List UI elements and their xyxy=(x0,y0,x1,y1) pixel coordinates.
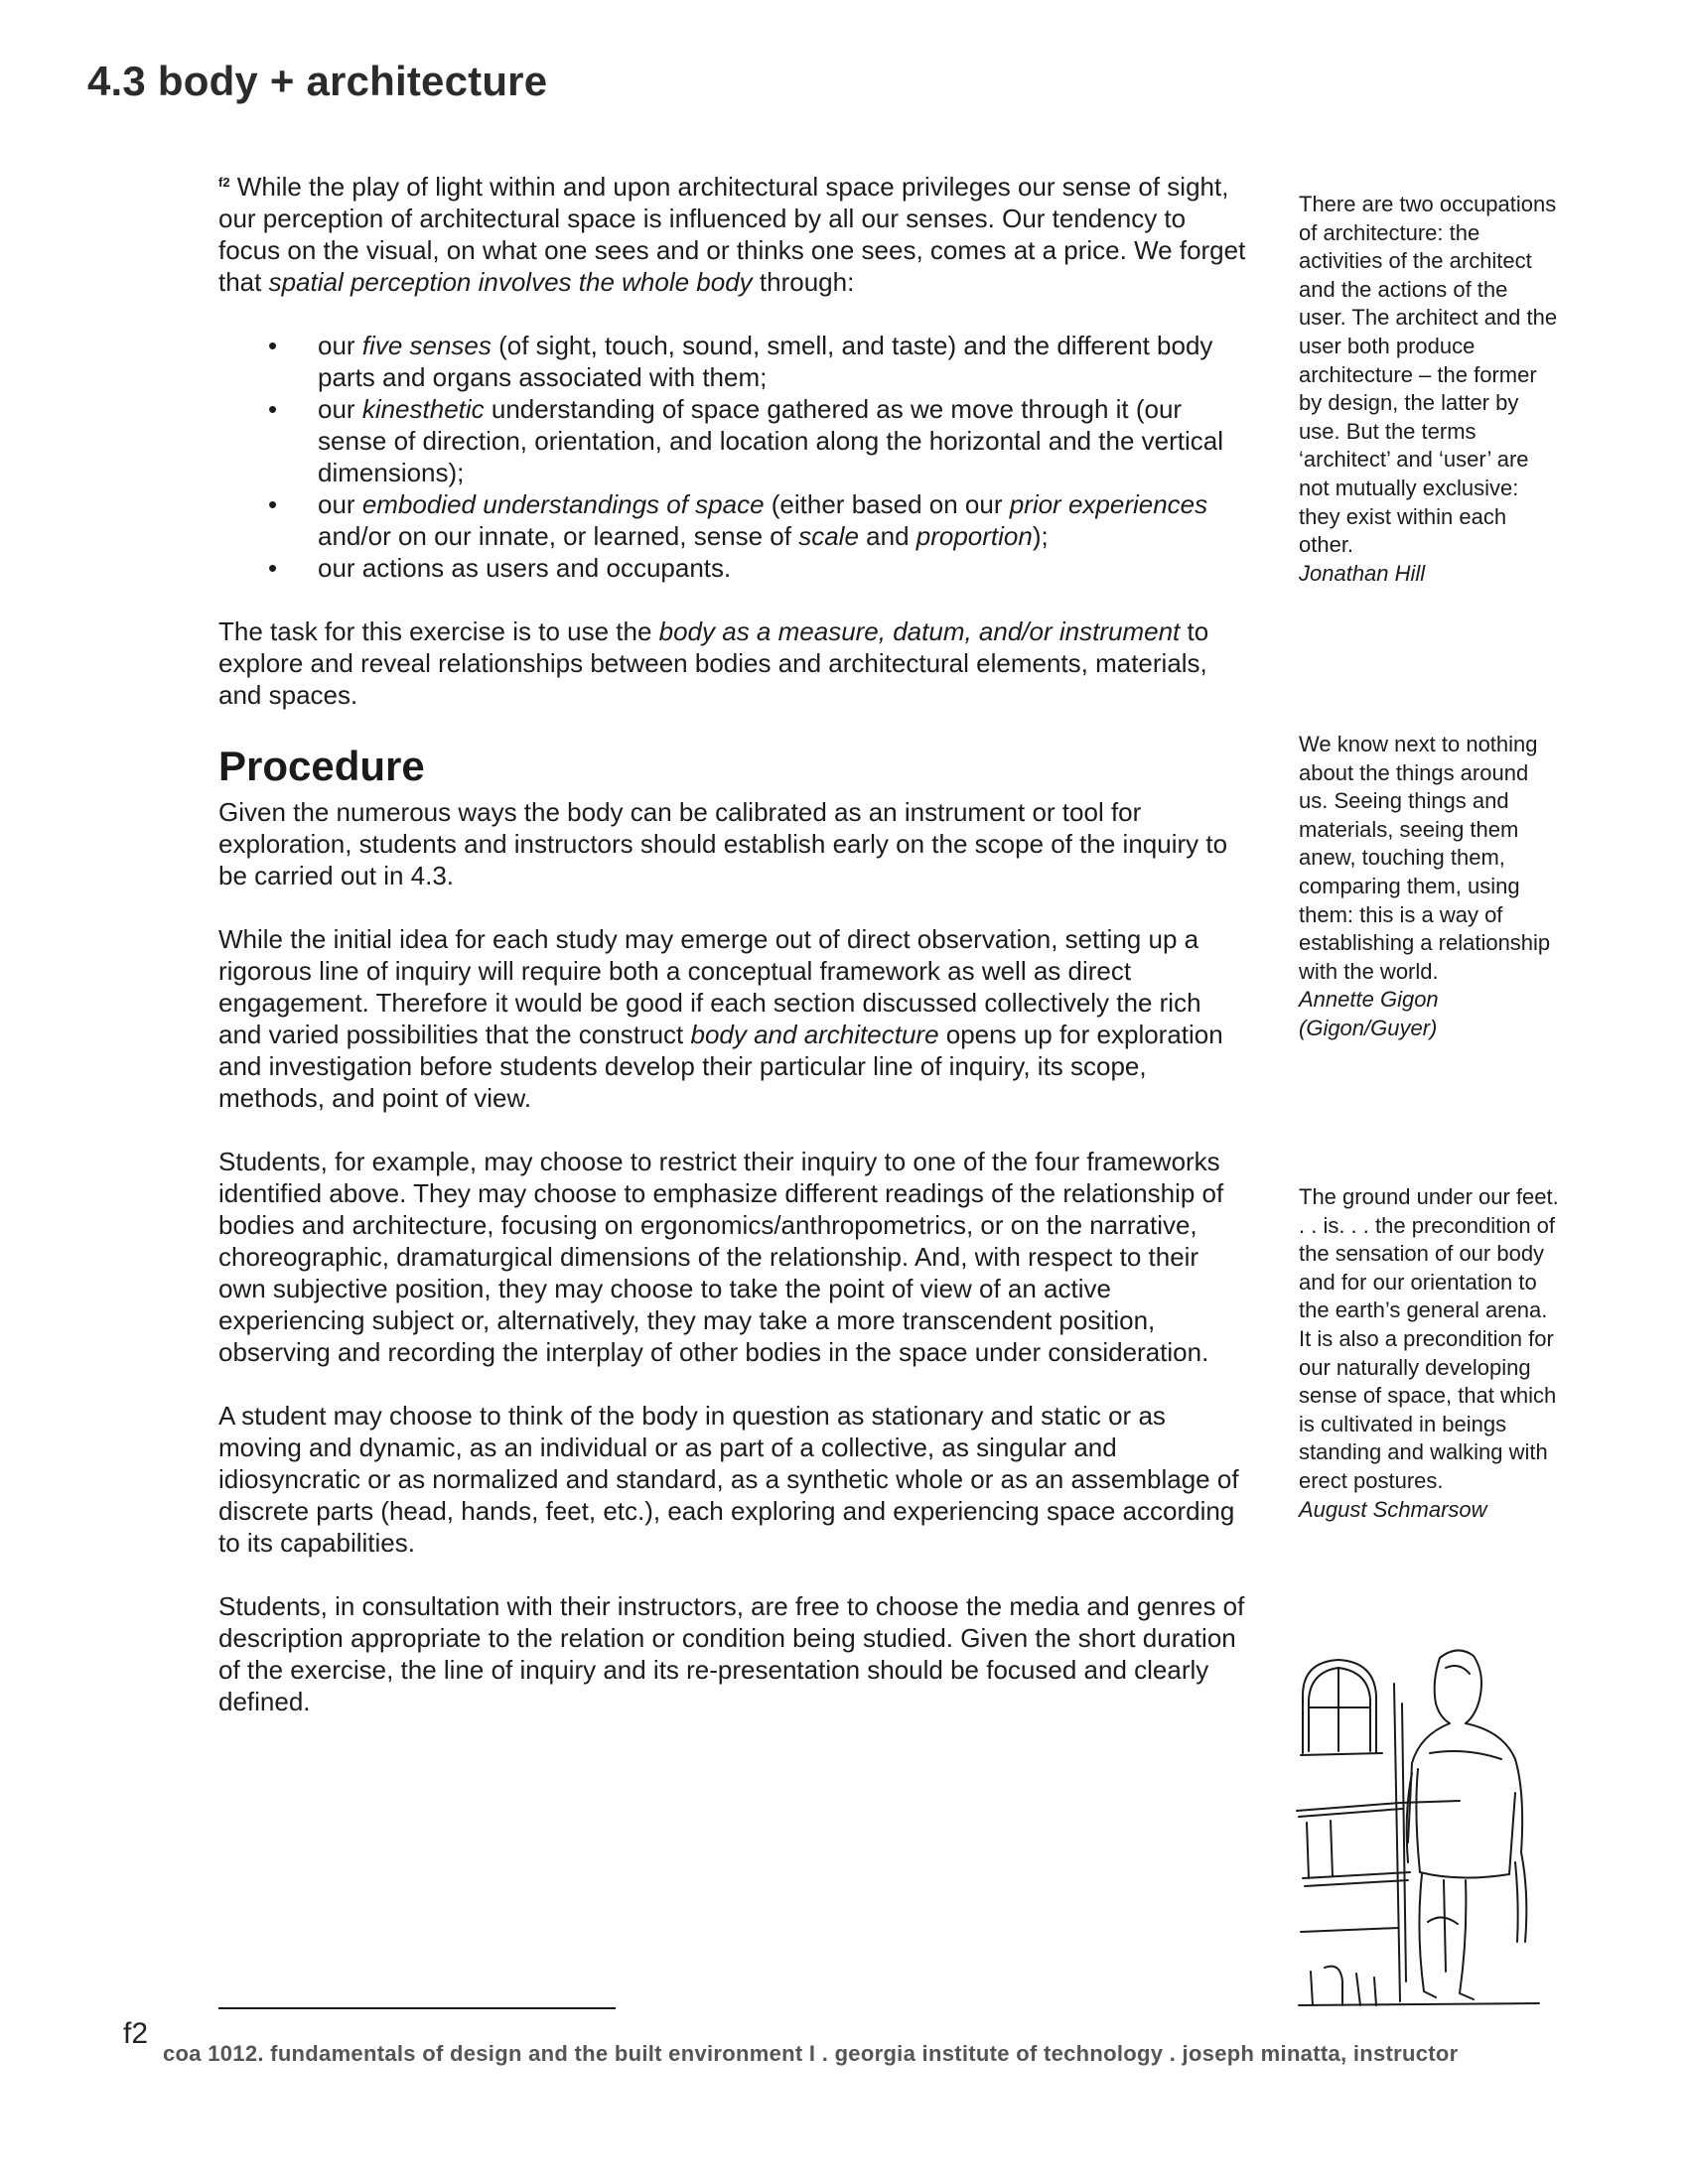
procedure-paragraph-3: Students, for example, may choose to restrict their inquiry to one of the four frameworks identified above. They may choose to emphasize different readings of the relationship of bodies and architecture, focusing on ergonomics/anthropometrics, or on the narrative, choreographic, dramaturgical dimensions of the relationship. And, with respect to their own subjective position, they may choose to take the point of view of an active experiencing subject or, alternatively, they may take a more transcendent position, observing and recording the interplay of other bodies in the space under consideration. xyxy=(218,1147,1224,1367)
quote-author: August Schmarsow xyxy=(1299,1496,1487,1522)
sidebar-quote-gigon xyxy=(1299,731,1559,1043)
page-title: 4.3 body + architecture xyxy=(87,58,548,104)
task-paragraph: The task for this exercise is to use the body as a measure, datum, and/or instrument to explore and reveal relationships between bodies and architectural elements, materials, and spaces. xyxy=(218,616,1209,710)
quote-text: The ground under our feet. . . is. . . the precondition of the sensation of our body and for our orientation to the earth’s general arena. It is also a precondition for our naturally developing sense of space, that which is cultivated in beings standing and walking with erect postures. xyxy=(1299,1184,1559,1493)
quote-text: We know next to nothing about the things around us. Seeing things and materials, seeing them anew, touching them, comparing them, using them: this is a way of establishing a relationship with the world. xyxy=(1299,732,1551,984)
procedure-paragraph-5: Students, in consultation with their instructors, are free to choose the media and genres of description appropriate to the relation or condition being studied. Given the short duration of the exercise, the line of inquiry and its re-presentation should be focused and clearly defined. xyxy=(218,1591,1245,1716)
footnote-rule xyxy=(218,2007,616,2009)
figure-sketch-icon xyxy=(1291,1644,1549,2011)
list-item: • our kinesthetic understanding of space gathered as we move through it (our sense of direction, orientation, and location along the horizontal and the vertical dimensions); xyxy=(268,394,1224,487)
bullet-icon: • xyxy=(268,331,278,360)
list-item: • our embodied understandings of space (either based on our prior experiences and/or on our innate, or learned, sense of scale and proportion); xyxy=(268,489,1208,551)
bullet-icon: • xyxy=(268,489,278,519)
senses-list xyxy=(218,330,1251,584)
quote-author: Annette Gigon (Gigon/Guyer) xyxy=(1299,987,1439,1040)
procedure-paragraph-1: Given the numerous ways the body can be calibrated as an instrument or tool for exploration, students and instructors should establish early on the scope of the inquiry to be carried out in 4.3. xyxy=(218,797,1228,890)
list-item: • our five senses (of sight, touch, sound, smell, and taste) and the different body parts and organs associated with them; xyxy=(268,331,1213,392)
sidebar-quote-hill xyxy=(1299,191,1559,588)
page-footer: coa 1012. fundamentals of design and the built environment I . georgia institute of technology . joseph minatta, instructor xyxy=(163,2041,1459,2066)
intro-paragraph xyxy=(218,171,1251,298)
procedure-paragraph-4: A student may choose to think of the body in question as stationary and static or as moving and dynamic, as an individual or as part of a collective, as singular and idiosyncratic or as normalized and standard, as a synthetic whole or as an assemblage of discrete parts (head, hands, feet, etc.), each exploring and experiencing space according to its capabilities. xyxy=(218,1401,1239,1558)
main-column xyxy=(218,171,1251,1749)
procedure-heading: Procedure xyxy=(218,743,425,789)
intro-emphasis: spatial perception involves the whole body xyxy=(268,267,753,297)
quote-text: There are two occupations of architecture: the activities of the architect and the actions of the user. The architect and the user both produce architecture – the former by design, the latter by use. But the terms ‘architect’ and ‘user’ are not mutually exclusive: they exist within each other. xyxy=(1299,192,1558,558)
bullet-icon: • xyxy=(268,553,278,583)
procedure-paragraph-2: While the initial idea for each study may emerge out of direct observation, setting up a rigorous line of inquiry will require both a conceptual framework as well as direct engagement. Therefore it would be good if each section discussed collectively the rich and varied possibilities that the construct body and architecture opens up for exploration and investigation before students develop their particular line of inquiry, its scope, methods, and point of view. xyxy=(218,924,1223,1113)
quote-author: Jonathan Hill xyxy=(1299,560,1426,586)
bullet-icon: • xyxy=(268,394,278,424)
intro-text: While the play of light within and upon architectural space privileges our sense of sight, our perception of architectural space is influenced by all our senses. Our tendency to focus on the visual, on what one sees and or thinks one sees, comes at a price. We forget that xyxy=(218,172,1246,297)
footnote-mark: f2 xyxy=(123,2017,149,2050)
footnote-reference[interactable]: f2 xyxy=(218,175,230,190)
sidebar-quote-schmarsow xyxy=(1299,1183,1559,1524)
list-item: • our actions as users and occupants. xyxy=(268,553,732,583)
intro-text-end: through: xyxy=(752,267,855,297)
